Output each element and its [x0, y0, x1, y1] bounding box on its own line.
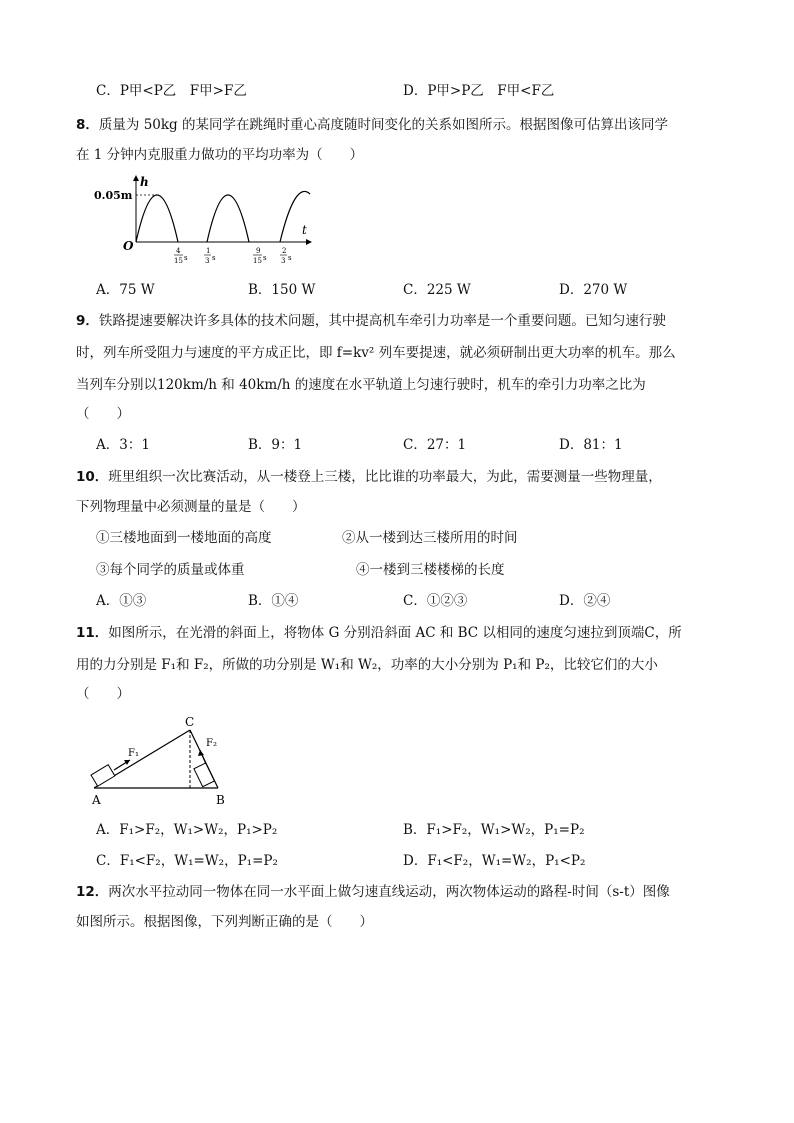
q8-option-c: C．225 W	[403, 282, 471, 298]
svg-text:3: 3	[205, 257, 210, 265]
svg-text:3: 3	[281, 257, 286, 265]
q8-tick-t4	[280, 247, 292, 265]
q10-option-a: A．①③	[96, 593, 147, 609]
q8-jump-arc-2	[207, 195, 249, 242]
q10-item-4: ④一楼到三楼楼梯的长度	[356, 562, 505, 578]
q8-option-d: D．270 W	[559, 282, 628, 298]
q11-text-1: 如图所示，在光滑的斜面上，将物体 G 分别沿斜面 AC 和 BC 以相同的速度匀速拉到顶端C，所	[108, 625, 682, 641]
q7-option-d: D．P甲>P乙 F甲<F乙	[403, 83, 555, 99]
q8-number: 8．	[76, 117, 99, 133]
svg-text:15: 15	[253, 257, 262, 265]
q11-number: 11．	[76, 625, 109, 641]
q8-stem-line2: 在 1 分钟内克服重力做功的平均功率为（ ）	[76, 147, 364, 163]
q9-text-1: 铁路提速要解决许多具体的技术问题，其中提高机车牵引力功率是一个重要问题。已知匀速行驶	[98, 313, 666, 329]
q8-stem-line1	[76, 116, 668, 134]
q7-option-c: C．P甲<P乙 F甲>F乙	[96, 83, 247, 99]
q12-stem-line1	[76, 883, 670, 901]
q11-stem-line3: （ ）	[76, 686, 130, 702]
q10-number: 10．	[76, 469, 109, 485]
svg-text:1: 1	[206, 247, 211, 255]
q8-option-b: B．150 W	[248, 282, 316, 298]
q12-stem-line2: 如图所示。根据图像，下列判断正确的是（ ）	[76, 914, 373, 930]
q11-block-ac	[91, 765, 115, 786]
svg-text:4: 4	[176, 247, 181, 255]
q11-option-b: B．F₁>F₂，W₁>W₂，P₁=P₂	[403, 822, 585, 838]
q9-option-c: C．27：1	[403, 437, 467, 453]
q10-text-1: 班里组织一次比赛活动，从一楼登上三楼，比比谁的功率最大，为此，需要测量一些物理量，	[108, 469, 662, 485]
q11-incline-diagram	[86, 712, 246, 808]
svg-text:9: 9	[256, 247, 261, 255]
q8-text-1: 质量为 50kg 的某同学在跳绳时重心高度随时间变化的关系如图所示。根据图像可估算出该同学	[98, 117, 668, 133]
q9-stem-line2: 时，列车所受阻力与速度的平方成正比，即 f=kv² 列车要提速，就必须研制出更大功率的机车。那么	[76, 345, 676, 361]
q10-item-2: ②从一楼到达三楼所用的时间	[342, 530, 518, 546]
q11-label-b: B	[216, 793, 225, 807]
svg-text:2: 2	[282, 247, 287, 255]
q9-option-d: D．81：1	[559, 437, 623, 453]
q9-stem-line1	[76, 312, 666, 330]
svg-text:15: 15	[174, 257, 183, 265]
q11-option-c: C．F₁<F₂，W₁=W₂，P₁=P₂	[96, 853, 278, 869]
q10-option-c: C．①②③	[403, 593, 468, 609]
svg-text:s: s	[263, 254, 267, 262]
q9-stem-line3: 当列车分别以120km/h 和 40km/h 的速度在水平轨道上匀速行驶时，机车的牵引力功率之比为	[76, 377, 646, 393]
q11-label-a: A	[92, 793, 101, 807]
q8-tick-t2	[204, 247, 216, 265]
q8-x-arrow	[306, 239, 312, 245]
q11-f2-label: F₂	[206, 738, 217, 749]
svg-text:s: s	[184, 254, 188, 262]
q11-stem-line1	[76, 624, 682, 642]
q10-item-1: ①三楼地面到一楼地面的高度	[96, 530, 272, 546]
q11-stem-line2: 用的力分别是 F₁和 F₂，所做的功分别是 W₁和 W₂，功率的大小分别为 P₁和 P₂，比较它们的大小	[76, 657, 658, 673]
q8-xlabel: t	[302, 223, 307, 237]
q8-tick-t1	[174, 247, 188, 265]
q11-option-a: A．F₁>F₂，W₁>W₂，P₁>P₂	[96, 822, 278, 838]
q11-option-d: D．F₁<F₂，W₁=W₂，P₁<P₂	[403, 853, 586, 869]
q10-option-d: D．②④	[559, 593, 611, 609]
q8-ytick-label: 0.05m	[94, 189, 133, 202]
q8-option-a: A．75 W	[96, 282, 155, 298]
q9-number: 9．	[76, 313, 99, 329]
q9-option-b: B．9：1	[248, 437, 303, 453]
q8-tick-t3	[253, 247, 267, 265]
q9-stem-line4: （ ）	[76, 406, 130, 422]
q9-option-a: A．3：1	[96, 437, 150, 453]
q10-item-3: ③每个同学的质量或体重	[96, 562, 245, 578]
q10-stem-line2: 下列物理量中必须测量的量是（ ）	[76, 499, 306, 515]
q8-jump-arc-1	[136, 195, 178, 242]
q12-text-1: 两次水平拉动同一物体在同一水平面上做匀速直线运动，两次物体运动的路程-时间（s-t）图像	[108, 884, 670, 900]
q10-stem-line1	[76, 468, 662, 486]
q11-f1-label: F₁	[128, 748, 139, 759]
q12-number: 12．	[76, 884, 109, 900]
q11-block-bc	[194, 763, 214, 787]
q8-y-arrow	[133, 175, 139, 181]
q8-origin: O	[123, 239, 134, 253]
svg-text:s: s	[212, 254, 216, 262]
q10-option-b: B．①④	[248, 593, 299, 609]
svg-text:s: s	[288, 254, 292, 262]
q11-label-c: C	[185, 715, 195, 729]
q8-ylabel: h	[140, 175, 149, 189]
q8-height-time-graph	[90, 172, 320, 272]
